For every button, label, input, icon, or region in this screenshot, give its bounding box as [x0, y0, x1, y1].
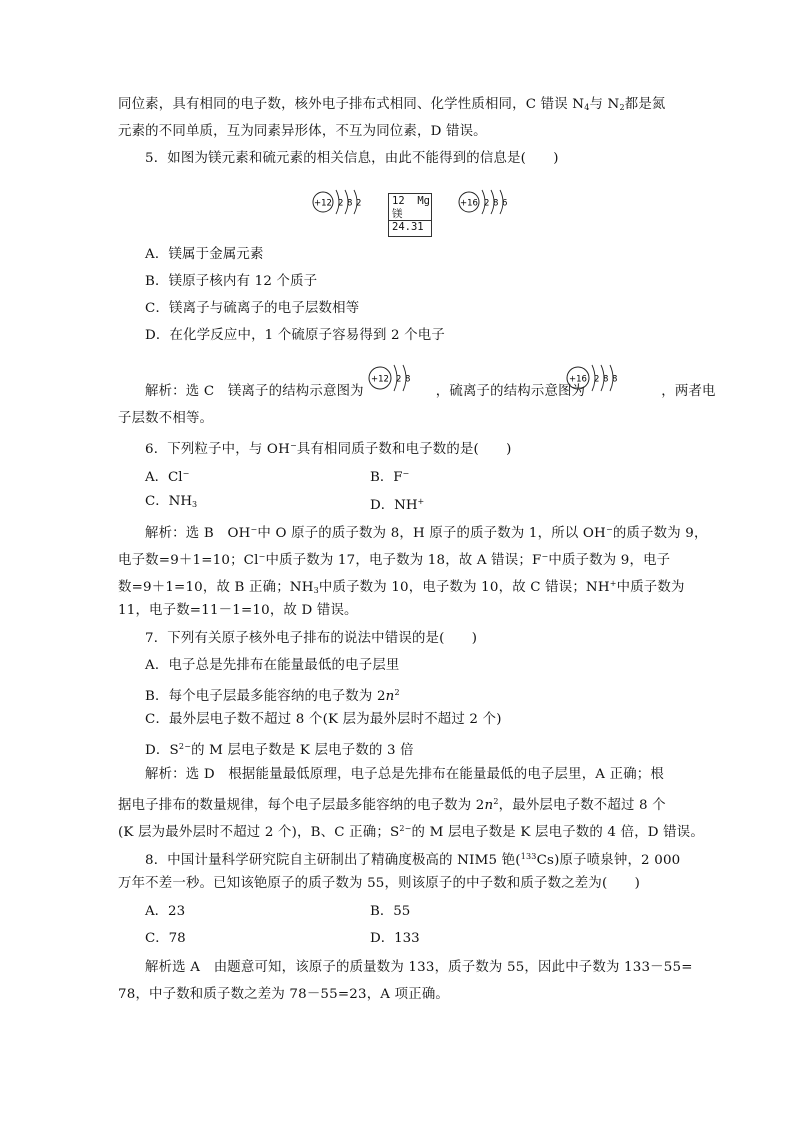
option-8b: B．55	[370, 904, 411, 919]
element-card-mg: 12 Mg 镁 24.31	[388, 193, 432, 237]
solution-7-line1: 解析：选 D 根据能量最低原理，电子总是先排布在能量最低的电子层里，A 正确；根	[145, 767, 664, 782]
text-line: 同位素，具有相同的电子数，核外电子排布式相同、化学性质相同，C 错误 $N_4$与 $N_2$都是氮	[118, 97, 666, 112]
option-8a: A．23	[145, 904, 186, 919]
solution-5-line1: 解析：选 C 镁离子的结构示意图为 ，硫离子的结构示意图为 ，两者电	[145, 384, 716, 399]
svg-text:2: 2	[396, 374, 402, 385]
svg-text:2: 2	[356, 198, 362, 209]
option-6b: B．F−	[370, 469, 410, 485]
question-8-line2: 万年不差一秒。已知该铯原子的质子数为 55，则该原子的中子数和质子数之差为( )	[118, 876, 641, 891]
svg-text:8: 8	[493, 198, 499, 209]
text-line: 元素的不同单质，互为同素异形体，不互为同位素，D 错误。	[118, 124, 487, 139]
svg-text:+16: +16	[460, 198, 478, 209]
question-5: 5．如图为镁元素和硫元素的相关信息，由此不能得到的信息是( )	[145, 151, 559, 166]
solution-7-line2: 据电子排布的数量规律，每个电子层最多能容纳的电子数为 $2n^2$，最外层电子数不超过 8 个	[118, 797, 666, 813]
solution-8-line1: 解析选 A 由题意可知，该原子的质量数为 133，质子数为 55，因此中子数为 133－55=	[145, 960, 693, 975]
s-ion-diagram	[566, 360, 628, 394]
svg-text:+16: +16	[569, 374, 587, 385]
option-5c: C．镁离子与硫离子的电子层数相等	[145, 301, 360, 316]
svg-text:6: 6	[502, 198, 508, 209]
question-7: 7．下列有关原子核外电子排布的说法中错误的是( )	[145, 631, 478, 646]
mg-ion-diagram	[368, 360, 424, 394]
option-7d: D．$S^{2-}$的 M 层电子数是 K 层电子数的 3 倍	[145, 742, 414, 758]
solution-7-line3: (K 层为最外层时不超过 2 个)，B、C 正确；$S^{2-}$的 M 层电子数是 K 层电子数的 4 倍，D 错误。	[118, 824, 704, 840]
svg-text:+12: +12	[371, 374, 389, 385]
option-7b: B．每个电子层最多能容纳的电子数为 $2n^2$	[145, 688, 400, 704]
solution-6-line3: 数=9＋1=10，故 B 正确；$NH_3$中质子数为 10，电子数为 10，故 C 错误；NH+中质子数为	[118, 579, 685, 595]
svg-text:8: 8	[347, 198, 353, 209]
svg-text:8: 8	[612, 374, 618, 385]
option-5a: A．镁属于金属元素	[145, 247, 264, 262]
mg-atom-diagram	[312, 186, 374, 218]
s-atom-diagram	[458, 186, 520, 218]
option-8c: C．78	[145, 931, 186, 946]
question-6: 6．下列粒子中，与 OH−具有相同质子数和电子数的是( )	[145, 441, 512, 457]
option-5d: D．在化学反应中，1 个硫原子容易得到 2 个电子	[145, 328, 445, 343]
option-5b: B．镁原子核内有 12 个质子	[145, 274, 318, 289]
question-8-line1: 8．中国计量科学研究院自主研制出了精确度极高的 NIM5 铯($^{133}$Cs)原子喷泉钟，2 000	[145, 852, 681, 868]
solution-6-line4: 11，电子数=11－1=10，故 D 错误。	[118, 603, 358, 618]
option-7c: C．最外层电子数不超过 8 个(K 层为最外层时不超过 2 个)	[145, 712, 502, 727]
option-6c: C．$NH_3$	[145, 494, 198, 509]
solution-8-line2: 78，中子数和质子数之差为 78－55=23，A 项正确。	[118, 987, 449, 1002]
option-6a: A．Cl−	[145, 469, 190, 485]
svg-text:+12: +12	[314, 198, 332, 209]
solution-6-line2: 电子数=9＋1=10；Cl−中质子数为 17，电子数为 18，故 A 错误；F−中质子数为 9，电子	[118, 552, 671, 568]
svg-text:2: 2	[594, 374, 600, 385]
svg-text:8: 8	[603, 374, 609, 385]
solution-6-line1: 解析：选 B OH−中 O 原子的质子数为 8，H 原子的质子数为 1，所以 OH−的质子数为 9，	[145, 525, 708, 541]
svg-text:8: 8	[405, 374, 411, 385]
solution-5-line2: 子层数不相等。	[118, 411, 214, 426]
option-7a: A．电子总是先排布在能量最低的电子层里	[145, 658, 400, 673]
svg-text:2: 2	[484, 198, 490, 209]
svg-text:2: 2	[338, 198, 344, 209]
option-6d: D．NH+	[370, 497, 425, 513]
option-8d: D．133	[370, 931, 420, 946]
